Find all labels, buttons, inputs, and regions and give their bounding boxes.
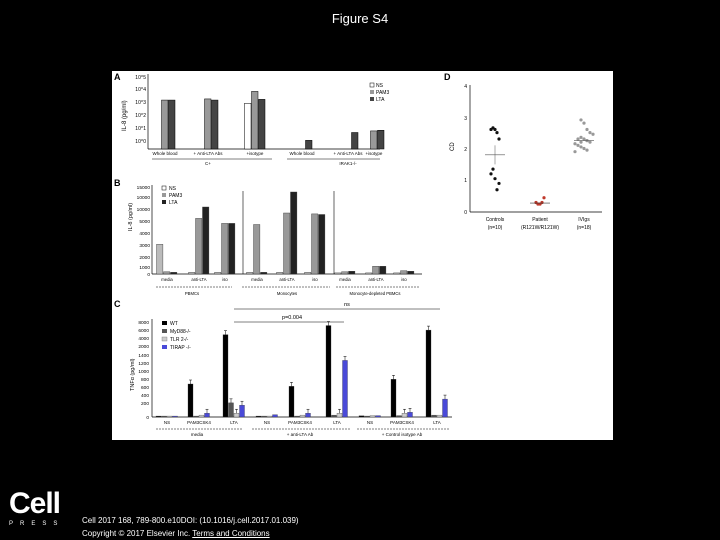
panel-c-bar-wt (223, 335, 228, 417)
panel-b-bar-pam3 (373, 266, 379, 274)
panel-b-group-label: media (251, 277, 263, 282)
panel-b-group-label: anti-LTA (191, 277, 207, 282)
panel-b-group-label: iso (401, 277, 407, 282)
panel-a-bar-ns (245, 103, 252, 149)
panel-c-ytick: 6000 (138, 329, 149, 334)
panel-c-group-label: PAM3CSK4 (390, 420, 414, 425)
panel-b-bar-ns (305, 272, 311, 274)
panel-d-dot-patient (540, 201, 543, 204)
panel-a-group-label: Whole blood (289, 151, 315, 156)
panel-c-bar-tirap (343, 360, 348, 417)
panel-b-bar-pam3 (401, 271, 407, 274)
panel-c-ytick: 1400 (138, 354, 149, 359)
panel-d-dot-ivigs (591, 133, 594, 136)
panel-c-bar-myd88 (262, 416, 267, 417)
panel-c-bar-wt (359, 416, 364, 417)
panel-b-group-label: media (339, 277, 351, 282)
panel-d-group-label: IVIgs (578, 217, 590, 223)
panel-c-bar-tirap (306, 413, 311, 417)
panel-c-bar-myd88 (332, 415, 337, 417)
panel-a-legend-label: NS (376, 83, 383, 89)
panel-c-bar-tlr2 (437, 415, 442, 417)
panel-d-group-n: (R121W/R121W) (520, 225, 560, 231)
panel-c-ytick: 600 (140, 386, 149, 391)
panel-d-group-n: (n=18) (576, 225, 592, 231)
panel-c-pvalue: p=0.004 (281, 315, 303, 321)
panel-b-bar-ns (335, 273, 341, 274)
panel-b-bar-lta (261, 272, 267, 274)
panel-c-group-label: PAM3CSK4 (187, 420, 211, 425)
panel-a-group-label: + Anti-LTA Abs (333, 151, 363, 156)
panel-b-legend-label: NS (169, 186, 176, 192)
panel-d-dot-ivigs (585, 128, 588, 131)
panel-c-bar-myd88 (432, 415, 437, 417)
panel-b-bar-ns (277, 272, 283, 274)
panel-c-bar-wt (256, 416, 261, 417)
panel-a-group-label: + Anti-LTA Abs (193, 151, 223, 156)
panel-b-bar-ns (394, 273, 400, 274)
panel-d-dot-ivigs (576, 144, 579, 147)
panel-b-section-label: PBMCs (184, 291, 200, 296)
panel-a-bar-lta (259, 99, 266, 149)
panel-b-ytick: 2000 (139, 256, 150, 261)
panel-b-bar-lta (229, 223, 235, 274)
panel-d-dot-patient (542, 196, 545, 199)
panel-d-dot-ivigs (588, 131, 591, 134)
panel-c-bar-myd88 (365, 416, 370, 417)
panel-c-legend-label: TIRAP -/- (170, 345, 191, 351)
panel-c-legend-label: WT (170, 321, 178, 327)
panel-b-legend-swatch (162, 186, 166, 190)
panel-c-bar-wt (289, 386, 294, 417)
panel-c-ytick: 2000 (138, 345, 149, 350)
panel-c-group-label: LTA (333, 420, 341, 425)
panel-c-group-label: LTA (230, 420, 238, 425)
panel-d-ytick: 0 (464, 210, 467, 216)
panel-a-bar-pam3 (371, 131, 378, 149)
panel-c-ytick: 0 (146, 416, 149, 421)
panel-d-group-n: (n=10) (487, 225, 503, 231)
panel-c-legend-swatch (162, 329, 167, 333)
panel-c-bar-wt (391, 379, 396, 417)
panel-b-legend-label: PAM3 (169, 193, 183, 199)
panel-c-bar-tlr2 (267, 416, 272, 417)
panel-c-bar-tlr2 (234, 413, 239, 417)
panel-c-bar-tirap (240, 405, 245, 417)
panel-b-bar-pam3 (342, 272, 348, 274)
panel-d-dot-ivigs (579, 145, 582, 148)
panel-b-ytick: 0 (147, 273, 150, 278)
panel-b-ytick: 4000 (139, 232, 150, 237)
panel-c-group-label: LTA (433, 420, 441, 425)
panel-b-bar-lta (171, 272, 177, 274)
panel-b-bar-ns (189, 272, 195, 274)
panel-d-dot-ivigs (582, 147, 585, 150)
panel-c-bar-tirap (173, 416, 178, 417)
panel-c-bar-myd88 (162, 416, 167, 417)
panel-b-group-label: anti-LTA (368, 277, 384, 282)
panel-c-bar-myd88 (397, 416, 402, 417)
panel-c-bar-tlr2 (337, 413, 342, 417)
panel-b-legend-swatch (162, 200, 166, 204)
panel-d-dot-controls (493, 177, 496, 180)
panel-a-bar-lta (306, 140, 313, 149)
panel-d-label: D (444, 72, 451, 82)
panel-c-group-label: NS (263, 420, 271, 425)
panel-c-bar-wt (156, 416, 161, 417)
panel-c-bar-myd88 (295, 416, 300, 417)
panel-c-ns-label: ns (344, 302, 350, 308)
panel-c-group-label: NS (366, 420, 374, 425)
panel-c-bar-tlr2 (199, 415, 204, 417)
panel-d-dot-controls (497, 137, 500, 140)
figure-svg (112, 71, 613, 440)
panel-d-dot-ivigs (576, 137, 579, 140)
panel-a-legend-swatch (370, 83, 374, 87)
panel-a-bar-lta (352, 132, 359, 149)
panel-b-bar-ns (215, 272, 221, 274)
panel-c-bar-tirap (273, 415, 278, 417)
panel-d-dot-controls (495, 131, 498, 134)
panel-d-group-label: Patient (532, 217, 548, 223)
panel-b-legend-swatch (162, 193, 166, 197)
panel-a-ytick: 10^3 (135, 100, 146, 106)
panel-b-bar-lta (203, 207, 209, 274)
panel-b-bar-lta (319, 215, 325, 275)
panel-a-section-label: C+ (205, 161, 211, 166)
panel-c-ytick: 800 (140, 378, 149, 383)
panel-c-bar-myd88 (229, 403, 234, 417)
panel-d-dot-ivigs (588, 141, 591, 144)
panel-b-label: B (114, 178, 121, 188)
panel-d-dot-ivigs (579, 136, 582, 139)
page-title: Figure S4 (331, 11, 389, 26)
panel-c-bar-myd88 (194, 416, 199, 417)
panel-c-ytick: 4000 (138, 337, 149, 342)
terms-link[interactable]: Terms and Conditions (192, 529, 270, 538)
panel-b-bar-lta (291, 192, 297, 274)
cell-press-logo (9, 489, 64, 527)
panel-a-bar-lta (378, 130, 385, 149)
panel-d-dot-ivigs (585, 148, 588, 151)
panel-c-bar-wt (426, 330, 431, 417)
citation: Cell 2017 168, 789-800.e10DOI: (10.1016/j.cell.2017.01.039) (82, 516, 299, 525)
panel-b-bar-ns (157, 244, 163, 274)
panel-d-group-label: Controls (485, 217, 505, 223)
panel-d-dot-ivigs (579, 118, 582, 121)
panel-a-legend-swatch (370, 90, 374, 94)
panel-d-dot-controls (495, 188, 498, 191)
panel-b-legend-label: LTA (169, 200, 178, 206)
panel-d-dot-controls (497, 182, 500, 185)
panel-a-ylabel: IL-8 (pg/ml) (122, 100, 128, 131)
panel-c-bar-tirap (376, 416, 381, 417)
panel-d-ytick: 2 (464, 147, 467, 153)
panel-b-bar-pam3 (284, 213, 290, 274)
panel-a-legend-swatch (370, 97, 374, 101)
panel-a-bar-pam3 (252, 91, 259, 149)
panel-d-ytick: 3 (464, 116, 467, 122)
panel-a-bar-lta (169, 100, 176, 149)
panel-b-bar-pam3 (164, 272, 170, 274)
panel-c-bar-wt (326, 326, 331, 417)
panel-c-section-label: + Control isotype Ab (381, 432, 423, 437)
panel-b-bar-pam3 (312, 214, 318, 274)
panel-c-legend-label: TLR 2-/- (170, 337, 189, 343)
panel-b-bar-lta (380, 266, 386, 274)
panel-a-label: A (114, 72, 121, 82)
panel-c-bar-tirap (408, 412, 413, 417)
panel-b-bar-pam3 (222, 223, 228, 274)
panel-d-dot-controls (491, 168, 494, 171)
panel-a-ytick: 10^1 (135, 126, 146, 132)
panel-b-ytick: 15000 (136, 186, 150, 191)
panel-d-ylabel: CD (450, 142, 456, 151)
panel-c-ytick: 8000 (138, 321, 149, 326)
panel-b-bar-pam3 (196, 218, 202, 274)
panel-c-legend-swatch (162, 321, 167, 325)
panel-d-dot-ivigs (582, 122, 585, 125)
panel-c-section-label: media (190, 432, 204, 437)
panel-d-ytick: 4 (464, 84, 467, 90)
panel-a-legend-label: PAM3 (376, 90, 390, 96)
panel-d-dot-ivigs (582, 137, 585, 140)
panel-c-ytick: 1200 (138, 362, 149, 367)
panel-c-ytick: 1000 (138, 370, 149, 375)
panel-c-ytick: 400 (140, 394, 149, 399)
panel-d-dot-ivigs (579, 141, 582, 144)
panel-c-bar-tlr2 (402, 413, 407, 417)
logo-word: Cell (9, 487, 61, 520)
panel-d-dot-ivigs (573, 142, 576, 145)
panel-b-bar-lta (408, 271, 414, 274)
panel-a-ytick: 10^0 (135, 139, 146, 145)
panel-a-bar-pam3 (162, 100, 169, 149)
panel-b-bar-ns (247, 272, 253, 274)
panel-b-bar-pam3 (254, 225, 260, 275)
logo-press: PRESS (9, 521, 65, 527)
panel-d-ytick: 1 (464, 178, 467, 184)
panel-c-legend-swatch (162, 345, 167, 349)
panel-d-dot-controls (493, 128, 496, 131)
panel-c-label: C (114, 299, 121, 309)
panel-a-bar-pam3 (205, 99, 212, 149)
panel-a-legend-label: LTA (376, 97, 385, 103)
panel-b-ytick: 5000 (139, 220, 150, 225)
panel-b-section-label: Monocytes (276, 291, 298, 296)
panel-d-dot-controls (489, 172, 492, 175)
panel-a-section-label: IRAK1-/- (339, 161, 357, 166)
panel-b-group-label: media (161, 277, 173, 282)
panel-b-ylabel: IL-8 (pg/ml) (128, 202, 134, 231)
panel-b-group-label: anti-LTA (279, 277, 295, 282)
panel-b-bar-lta (349, 271, 355, 274)
panel-c-section-label: + anti-LTA Ab (286, 432, 314, 437)
panel-a-ytick: 10^4 (135, 87, 146, 93)
panel-b-ytick: 10000 (136, 208, 150, 213)
panel-a-group-label: Whole blood (152, 151, 178, 156)
panel-a-group-label: +isotype (365, 151, 383, 156)
panel-c-bar-tirap (205, 413, 210, 417)
panel-b-group-label: iso (312, 277, 318, 282)
panel-a-ytick: 10^2 (135, 113, 146, 119)
panel-c-bar-wt (188, 384, 193, 417)
panel-a-ytick: 10^5 (135, 75, 146, 81)
panel-b-ytick: 1000 (139, 266, 150, 271)
panel-c-bar-tirap (443, 399, 448, 417)
copyright: Copyright © 2017 Elsevier Inc. (82, 529, 191, 538)
footer (82, 514, 299, 540)
panel-b-bar-ns (366, 273, 372, 274)
panel-c-bar-tlr2 (300, 415, 305, 417)
panel-b-group-label: iso (222, 277, 228, 282)
panel-c-ytick: 200 (140, 402, 149, 407)
panel-c-group-label: NS (163, 420, 171, 425)
copyright-line (82, 527, 299, 540)
panel-a-bar-lta (212, 100, 219, 149)
panel-c-bar-tlr2 (370, 416, 375, 417)
panel-c-legend-swatch (162, 337, 167, 341)
panel-b-ytick: 10000 (136, 196, 150, 201)
panel-c-group-label: PAM3CSK4 (288, 420, 312, 425)
panel-d-dot-ivigs (573, 150, 576, 153)
figure-panel (112, 71, 613, 440)
panel-c-ylabel: TNFα (pg/ml) (130, 358, 136, 391)
panel-a-group-label: +isotype (246, 151, 264, 156)
panel-c-legend-label: MyD88-/- (170, 329, 191, 335)
panel-c-bar-tlr2 (167, 416, 172, 417)
panel-b-section-label: Monocyte-depleted PBMCs (349, 291, 401, 296)
panel-b-ytick: 3000 (139, 244, 150, 249)
